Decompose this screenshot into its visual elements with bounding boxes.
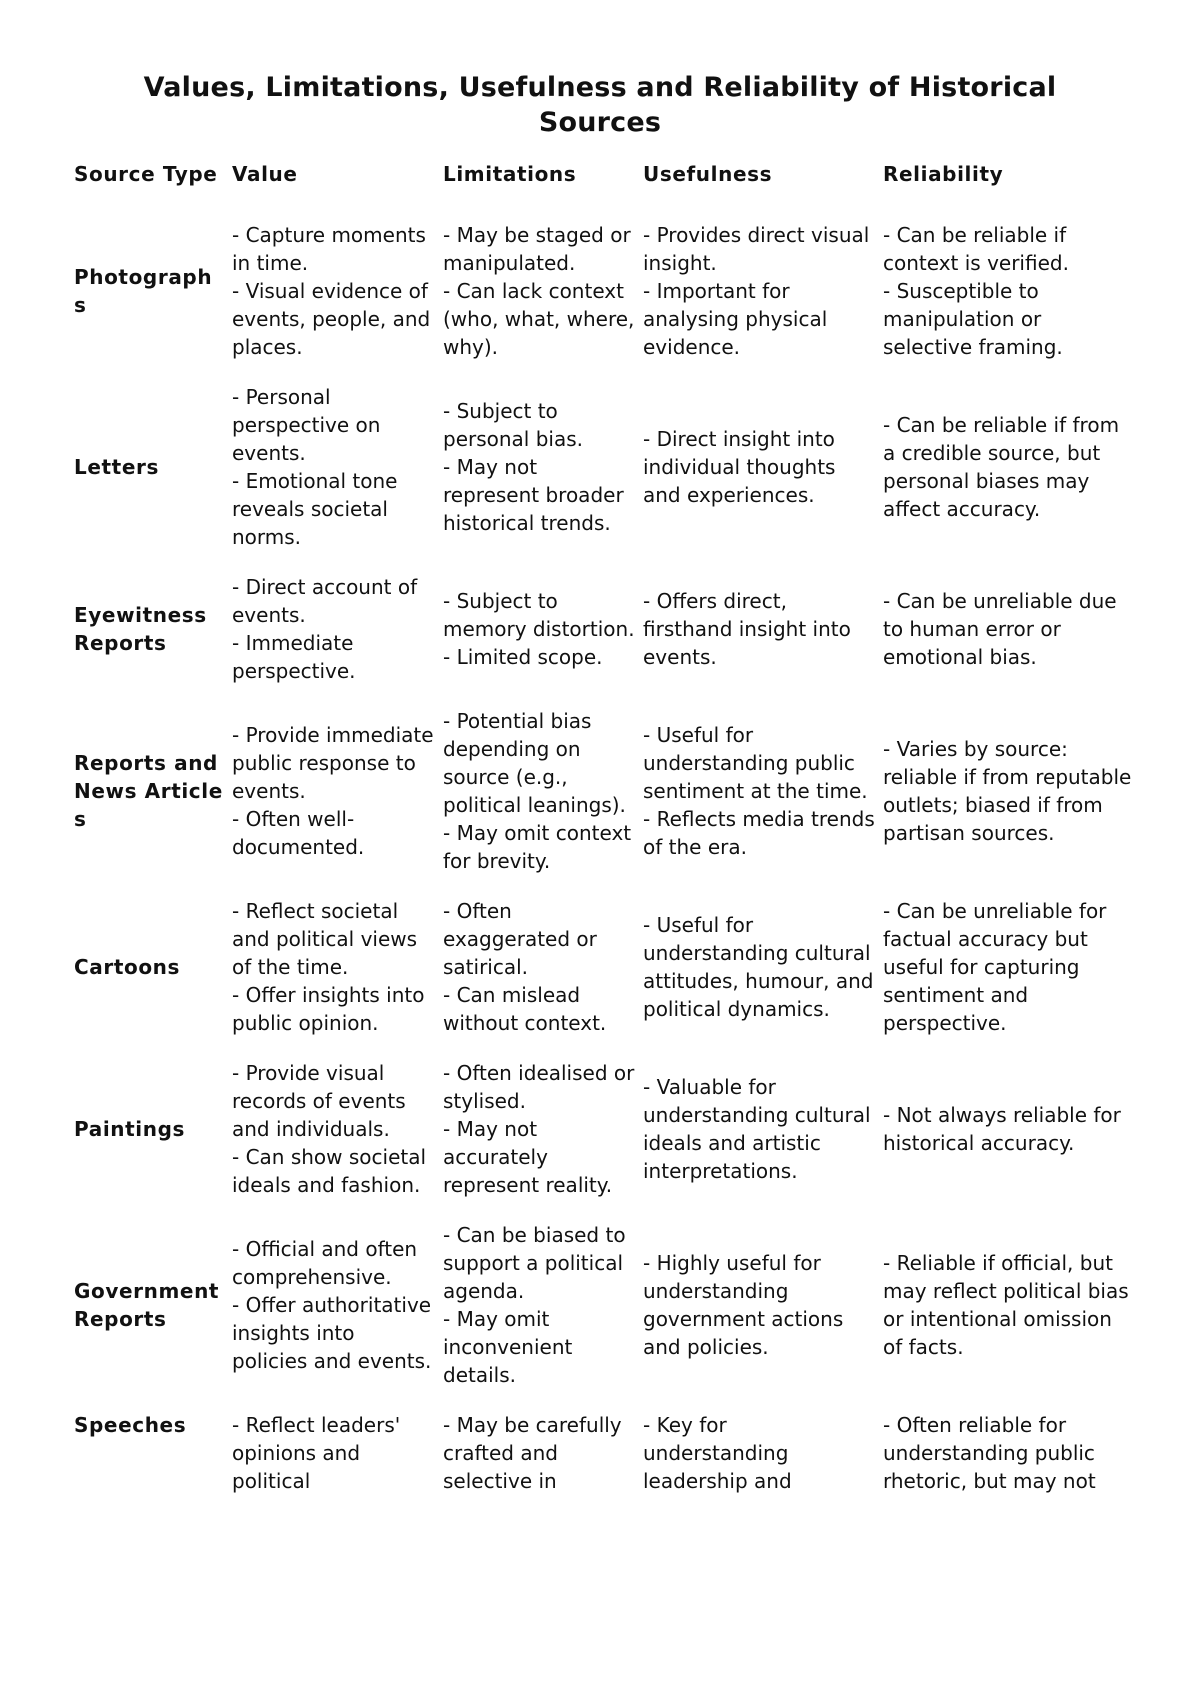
limitations-cell xyxy=(439,1048,639,1210)
limitations-point: - Can lack context (who, what, where, why). xyxy=(443,279,635,359)
usefulness-cell xyxy=(639,1210,879,1400)
usefulness-point: - Valuable for understanding cultural ideals and artistic interpretations. xyxy=(643,1075,871,1183)
table-row xyxy=(70,1400,1140,1506)
limitations-cell xyxy=(439,1210,639,1400)
reliability-point: - Can be unreliable due to human error or emotional bias. xyxy=(883,589,1117,669)
value-cell xyxy=(228,696,439,886)
value-cell xyxy=(228,210,439,372)
value-point: - Direct account of events. xyxy=(232,575,418,627)
usefulness-cell xyxy=(639,372,879,562)
limitations-cell xyxy=(439,562,639,696)
usefulness-point: - Key for understanding leadership and xyxy=(643,1413,792,1493)
value-cell xyxy=(228,1048,439,1210)
header-reliability: Reliability xyxy=(883,162,1004,186)
reliability-point: - Varies by source: reliable if from reputable outlets; biased if from partisan sources. xyxy=(883,737,1132,845)
table-row xyxy=(70,1210,1140,1400)
usefulness-cell xyxy=(639,1048,879,1210)
table-row xyxy=(70,562,1140,696)
limitations-point: - May not represent broader historical trends. xyxy=(443,455,624,535)
table-row xyxy=(70,886,1140,1048)
reliability-cell xyxy=(879,1400,1140,1506)
limitations-cell xyxy=(439,886,639,1048)
header-value: Value xyxy=(232,162,298,186)
limitations-point: - Can mislead without context. xyxy=(443,983,607,1035)
usefulness-point: - Useful for understanding cultural attitudes, humour, and political dynamics. xyxy=(643,913,874,1021)
reliability-cell xyxy=(879,1048,1140,1210)
value-point: - Often well-documented. xyxy=(232,807,365,859)
source-type-cell: Reports and News Articles xyxy=(74,751,223,831)
usefulness-point: - Offers direct, firsthand insight into events. xyxy=(643,589,851,669)
reliability-cell xyxy=(879,562,1140,696)
value-point: - Reflect leaders' opinions and political xyxy=(232,1413,401,1493)
limitations-point: - Subject to personal bias. xyxy=(443,399,584,451)
usefulness-cell xyxy=(639,886,879,1048)
reliability-point: - Can be reliable if context is verified. xyxy=(883,223,1069,275)
value-point: - Offer insights into public opinion. xyxy=(232,983,425,1035)
usefulness-point: - Direct insight into individual thoughts and experiences. xyxy=(643,427,836,507)
value-cell xyxy=(228,886,439,1048)
value-cell xyxy=(228,562,439,696)
usefulness-cell xyxy=(639,696,879,886)
source-type-cell: Paintings xyxy=(74,1117,185,1141)
source-type-cell: Letters xyxy=(74,455,159,479)
usefulness-point: - Useful for understanding public sentiment at the time. xyxy=(643,723,868,803)
limitations-cell xyxy=(439,1400,639,1506)
limitations-point: - Can be biased to support a political agenda. xyxy=(443,1223,626,1303)
limitations-point: - Limited scope. xyxy=(443,645,603,669)
header-source-type: Source Type xyxy=(74,162,218,186)
source-type-cell: Government Reports xyxy=(74,1279,220,1331)
value-cell xyxy=(228,1210,439,1400)
table-row xyxy=(70,696,1140,886)
usefulness-cell xyxy=(639,1400,879,1506)
value-point: - Can show societal ideals and fashion. xyxy=(232,1145,427,1197)
usefulness-point: - Reflects media trends of the era. xyxy=(643,807,875,859)
reliability-cell xyxy=(879,1210,1140,1400)
value-point: - Immediate perspective. xyxy=(232,631,356,683)
table-body xyxy=(70,210,1140,1506)
source-type-cell: Speeches xyxy=(74,1413,187,1437)
usefulness-point: - Provides direct visual insight. xyxy=(643,223,870,275)
reliability-cell xyxy=(879,372,1140,562)
reliability-point: - Often reliable for understanding public rhetoric, but may not xyxy=(883,1413,1096,1493)
value-point: - Emotional tone reveals societal norms. xyxy=(232,469,398,549)
value-point: - Provide visual records of events and individuals. xyxy=(232,1061,406,1141)
reliability-point: - Can be reliable if from a credible source, but personal biases may affect accuracy. xyxy=(883,413,1120,521)
limitations-point: - Potential bias depending on source (e.g., political leanings). xyxy=(443,709,626,817)
reliability-cell xyxy=(879,886,1140,1048)
value-cell xyxy=(228,1400,439,1506)
header-usefulness: Usefulness xyxy=(643,162,773,186)
value-point: - Offer authoritative insights into policies and events. xyxy=(232,1293,432,1373)
limitations-point: - Subject to memory distortion. xyxy=(443,589,635,641)
limitations-point: - May be carefully crafted and selective in xyxy=(443,1413,622,1493)
value-cell xyxy=(228,372,439,562)
source-type-cell: Eyewitness Reports xyxy=(74,603,207,655)
sources-table xyxy=(70,160,1140,1506)
value-point: - Official and often comprehensive. xyxy=(232,1237,418,1289)
reliability-point: - Not always reliable for historical accuracy. xyxy=(883,1103,1121,1155)
source-type-cell: Photographs xyxy=(74,265,213,317)
reliability-point: - Susceptible to manipulation or selective framing. xyxy=(883,279,1063,359)
limitations-point: - Often idealised or stylised. xyxy=(443,1061,635,1113)
value-point: - Visual evidence of events, people, and places. xyxy=(232,279,431,359)
reliability-cell xyxy=(879,210,1140,372)
limitations-cell xyxy=(439,696,639,886)
value-point: - Reflect societal and political views of the time. xyxy=(232,899,418,979)
limitations-point: - May be staged or manipulated. xyxy=(443,223,631,275)
usefulness-cell xyxy=(639,210,879,372)
reliability-cell xyxy=(879,696,1140,886)
limitations-point: - May omit inconvenient details. xyxy=(443,1307,573,1387)
reliability-point: - Can be unreliable for factual accuracy but useful for capturing sentiment and perspective. xyxy=(883,899,1107,1035)
reliability-point: - Reliable if official, but may reflect political bias or intentional omission of facts. xyxy=(883,1251,1129,1359)
source-type-cell: Cartoons xyxy=(74,955,181,979)
limitations-cell xyxy=(439,210,639,372)
value-point: - Personal perspective on events. xyxy=(232,385,381,465)
limitations-point: - May not accurately represent reality. xyxy=(443,1117,613,1197)
header-limitations: Limitations xyxy=(443,162,577,186)
page-title: Values, Limitations, Usefulness and Reliability of Historical Sources xyxy=(143,72,1057,138)
limitations-point: - Often exaggerated or satirical. xyxy=(443,899,597,979)
usefulness-cell xyxy=(639,562,879,696)
table-header-row xyxy=(70,160,1140,210)
value-point: - Provide immediate public response to events. xyxy=(232,723,434,803)
table-row xyxy=(70,372,1140,562)
limitations-point: - May omit context for brevity. xyxy=(443,821,632,873)
usefulness-point: - Important for analysing physical evidence. xyxy=(643,279,828,359)
table-row xyxy=(70,1048,1140,1210)
value-point: - Capture moments in time. xyxy=(232,223,426,275)
table-row xyxy=(70,210,1140,372)
limitations-cell xyxy=(439,372,639,562)
usefulness-point: - Highly useful for understanding government actions and policies. xyxy=(643,1251,844,1359)
